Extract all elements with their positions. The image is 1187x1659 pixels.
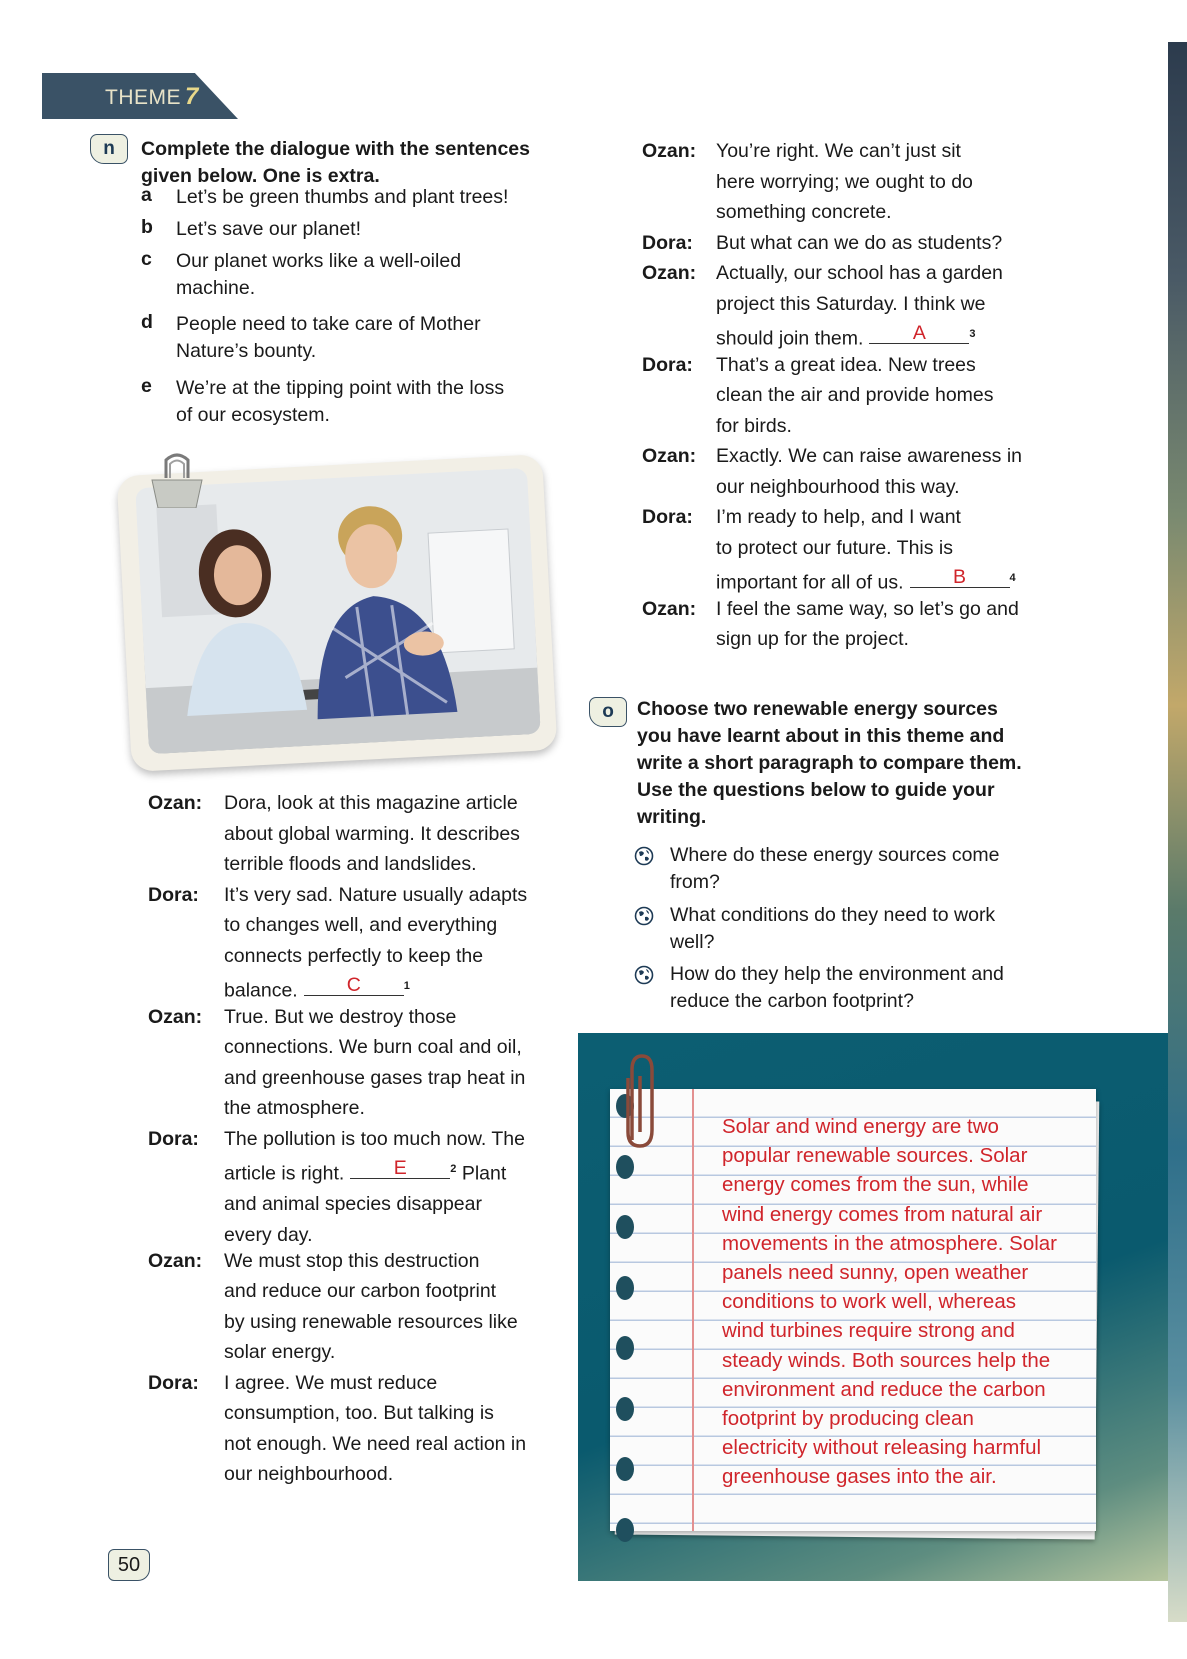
dialogue-line: and animal species disappear xyxy=(224,1193,482,1215)
dialogue-turn xyxy=(224,1002,564,1124)
dialogue-turn xyxy=(716,441,1056,502)
guide-question xyxy=(670,842,1090,896)
essay-text xyxy=(722,1112,1092,1492)
dialogue-line: You’re right. We can’t just sit xyxy=(716,140,961,162)
dialogue-line: our neighbourhood. xyxy=(224,1463,394,1485)
option-text xyxy=(176,311,566,365)
instruction-line: Choose two renewable energy sources xyxy=(637,698,998,720)
dialogue-line: to protect our future. This is xyxy=(716,536,953,559)
dialogue-line: connects perfectly to keep the xyxy=(224,944,484,967)
dialogue-line: and reduce our carbon footprint xyxy=(224,1280,497,1302)
question-line: What conditions do they need to work xyxy=(670,904,996,926)
question-line: Where do these energy sources come xyxy=(670,844,1000,866)
dialogue-turn xyxy=(716,594,1056,655)
essay-line: popular renewable sources. Solar xyxy=(722,1144,1028,1168)
option-line: Let’s save our planet! xyxy=(176,218,362,240)
question-line: How do they help the environment and xyxy=(670,963,1004,985)
essay-line: electricity without releasing harmful xyxy=(722,1436,1042,1460)
option-text xyxy=(176,375,566,429)
answer-blank[interactable]: A xyxy=(869,323,969,344)
dialogue-line: I’m ready to help, and I want xyxy=(716,506,961,528)
paperclip-icon xyxy=(622,1052,658,1152)
dialogue-turn xyxy=(716,136,1056,228)
instruction-line: you have learnt about in this theme and xyxy=(637,725,1005,747)
exercise-n-instruction: Complete the dialogue with the sentences given below. One is extra. xyxy=(141,138,530,187)
speaker-label: Dora: xyxy=(642,231,693,254)
speaker-label: Ozan: xyxy=(148,1249,203,1272)
dialogue-turn xyxy=(224,880,564,1007)
speaker-label: Dora: xyxy=(148,1127,199,1150)
answer-blank[interactable]: B xyxy=(910,567,1010,588)
dialogue-text: article is right. xyxy=(224,1162,345,1185)
answer-blank[interactable]: E xyxy=(350,1158,450,1179)
globe-icon xyxy=(634,906,654,926)
instruction-line: write a short paragraph to compare them. xyxy=(637,752,1022,774)
paper-hole xyxy=(616,1336,634,1360)
essay-line: greenhouse gases into the air. xyxy=(722,1465,997,1489)
dialogue-text: should join them. xyxy=(716,327,864,350)
essay-line: wind turbines require strong and xyxy=(722,1319,1015,1343)
globe-icon xyxy=(634,846,654,866)
essay-line: Solar and wind energy are two xyxy=(722,1115,999,1138)
dialogue-line: about global warming. It describes xyxy=(224,822,520,845)
theme-number: 7 xyxy=(185,83,199,110)
dialogue-line: for birds. xyxy=(716,414,792,437)
option-line: Our planet works like a well-oiled xyxy=(176,250,462,272)
dialogue-line: solar energy. xyxy=(224,1341,336,1363)
dialogue-turn xyxy=(716,502,1056,598)
speaker-label: Ozan: xyxy=(148,792,203,814)
dialogue-line: something concrete. xyxy=(716,201,892,223)
dialogue-line: Dora, look at this magazine article xyxy=(224,792,518,814)
dialogue-text: balance. xyxy=(224,979,298,1002)
option-text xyxy=(176,184,566,211)
essay-line: wind energy comes from natural air xyxy=(722,1202,1043,1226)
speaker-label: Dora: xyxy=(642,353,693,376)
dialogue-turn xyxy=(224,1124,564,1251)
essay-line: conditions to work well, whereas xyxy=(722,1290,1016,1314)
guide-question xyxy=(670,902,1090,956)
instruction-line: writing. xyxy=(637,806,707,828)
dialogue-turn xyxy=(224,788,564,880)
guide-question xyxy=(670,961,1090,1015)
right-edge-image-strip xyxy=(1168,42,1187,1622)
dialogue-line: not enough. We need real action in xyxy=(224,1432,527,1455)
option-line: We’re at the tipping point with the loss xyxy=(176,377,505,399)
question-line: well? xyxy=(670,931,715,953)
essay-line: energy comes from the sun, while xyxy=(722,1173,1029,1197)
option-text xyxy=(176,216,566,243)
dialogue-text: important for all of us. xyxy=(716,571,904,594)
dialogue-turn xyxy=(716,350,1056,442)
dialogue-line: connections. We burn coal and oil, xyxy=(224,1036,522,1058)
essay-line: movements in the atmosphere. Solar xyxy=(722,1231,1057,1255)
paper-hole xyxy=(616,1397,634,1421)
dialogue-line: sign up for the project. xyxy=(716,628,909,650)
dialogue-line: We must stop this destruction xyxy=(224,1249,480,1272)
essay-line: footprint by producing clean xyxy=(722,1407,974,1431)
question-line: reduce the carbon footprint? xyxy=(670,990,914,1012)
globe-icon xyxy=(634,965,654,985)
dialogue-line: to changes well, and everything xyxy=(224,914,498,936)
answer-blank[interactable]: C xyxy=(304,975,404,996)
dialogue-line: I agree. We must reduce xyxy=(224,1371,438,1394)
dialogue-line: consumption, too. But talking is xyxy=(224,1402,494,1424)
dialogue-line: That’s a great idea. New trees xyxy=(716,353,976,376)
speaker-label: Ozan: xyxy=(642,445,697,467)
dialogue-line: terrible floods and landslides. xyxy=(224,853,477,875)
dialogue-line: the atmosphere. xyxy=(224,1097,365,1119)
option-letter: c xyxy=(141,248,152,270)
speaker-label: Ozan: xyxy=(642,140,697,162)
blank-number: 3 xyxy=(969,328,976,340)
dialogue-line: Exactly. We can raise awareness in xyxy=(716,445,1022,467)
dialogue-line: But what can we do as students? xyxy=(716,231,1003,254)
page-number: 50 xyxy=(108,1549,150,1581)
dialogue-line: The pollution is too much now. The xyxy=(224,1127,525,1150)
dialogue-line: every day. xyxy=(224,1223,313,1246)
dialogue-line: clean the air and provide homes xyxy=(716,384,994,406)
paper-hole xyxy=(616,1155,634,1179)
dialogue-line: by using renewable resources like xyxy=(224,1310,518,1333)
paper-hole xyxy=(616,1276,634,1300)
students-photo xyxy=(135,468,540,754)
paper-hole xyxy=(616,1457,634,1481)
essay-line: steady winds. Both sources help the xyxy=(722,1348,1051,1372)
dialogue-text: Plant xyxy=(461,1162,507,1185)
dialogue-line-with-blank xyxy=(224,1154,564,1189)
option-line: machine. xyxy=(176,277,256,299)
option-letter: e xyxy=(141,375,152,397)
dialogue-line: project this Saturday. I think we xyxy=(716,292,986,315)
paper-hole xyxy=(616,1215,634,1239)
binder-clip-icon xyxy=(148,452,206,508)
dialogue-turn xyxy=(224,1368,564,1490)
dialogue-line: Actually, our school has a garden xyxy=(716,262,1003,284)
option-line: of our ecosystem. xyxy=(176,404,330,426)
option-line: Let’s be green thumbs and plant trees! xyxy=(176,186,509,208)
dialogue-line: True. But we destroy those xyxy=(224,1005,457,1028)
speaker-label: Ozan: xyxy=(148,1005,203,1028)
dialogue-turn xyxy=(224,1246,564,1368)
exercise-badge-n: n xyxy=(90,134,128,164)
paper-margin-line xyxy=(692,1089,694,1531)
speaker-label: Ozan: xyxy=(642,262,697,284)
option-text xyxy=(176,248,566,302)
essay-line: panels need sunny, open weather xyxy=(722,1261,1029,1285)
speaker-label: Dora: xyxy=(148,1371,199,1394)
blank-number: 2 xyxy=(450,1163,457,1175)
paper-hole xyxy=(616,1518,634,1542)
speaker-label: Dora: xyxy=(148,883,199,906)
option-line: People need to take care of Mother xyxy=(176,313,481,335)
dialogue-line: I feel the same way, so let’s go and xyxy=(716,597,1019,620)
dialogue-line: and greenhouse gases trap heat in xyxy=(224,1066,526,1089)
theme-label: THEME 7 xyxy=(105,83,199,110)
exercise-badge-o: o xyxy=(589,697,627,727)
dialogue-turn xyxy=(716,258,1056,354)
question-line: from? xyxy=(670,871,720,893)
speaker-label: Dora: xyxy=(642,506,693,528)
blank-number: 1 xyxy=(403,980,410,992)
instruction-line: Use the questions below to guide your xyxy=(637,779,995,801)
blank-number: 4 xyxy=(1009,572,1016,584)
dialogue-line: It’s very sad. Nature usually adapts xyxy=(224,883,528,906)
option-letter: b xyxy=(141,216,153,238)
dialogue-line: our neighbourhood this way. xyxy=(716,475,960,498)
option-letter: a xyxy=(141,184,152,206)
exercise-o-instruction xyxy=(637,696,1077,831)
dialogue-turn xyxy=(716,228,1056,259)
dialogue-line: here worrying; we ought to do xyxy=(716,170,973,193)
speaker-label: Ozan: xyxy=(642,597,697,620)
option-line: Nature’s bounty. xyxy=(176,340,317,362)
option-letter: d xyxy=(141,311,153,333)
essay-line: environment and reduce the carbon xyxy=(722,1377,1046,1401)
